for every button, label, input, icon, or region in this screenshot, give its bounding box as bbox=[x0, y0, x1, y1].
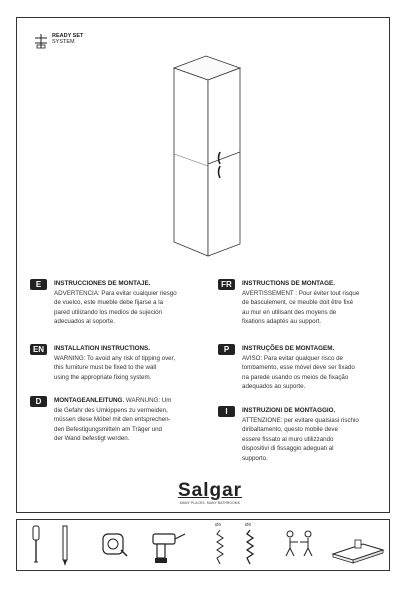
screwdriver-icon bbox=[29, 520, 43, 570]
title-fr: INSTRUCTIONS DE MONTAGE. bbox=[242, 280, 335, 287]
drill-bit-5-label: Ø5 bbox=[215, 522, 222, 527]
section-it bbox=[218, 406, 383, 464]
section-pt bbox=[218, 344, 383, 392]
line-es-2: de vuelco, este mueble debe fijarse a la bbox=[54, 299, 164, 307]
title-en: INSTALLATION INSTRUCTIONS. bbox=[54, 345, 150, 352]
title-pt: INSTRUÇÕES DE MONTAGEM. bbox=[242, 345, 335, 352]
section-en bbox=[30, 344, 195, 382]
line-es-1: ADVERTENCIA: Para evitar cualquier riesgo bbox=[54, 289, 177, 297]
pencil-icon bbox=[59, 520, 71, 570]
line-de-1: die Gefahr des Umkippens zu vermeiden, bbox=[54, 406, 168, 414]
salgar-logo bbox=[160, 480, 260, 505]
line-pt-4: adequados ao suporte. bbox=[242, 383, 306, 391]
badge-pt: P bbox=[218, 344, 235, 355]
section-fr bbox=[218, 279, 383, 327]
line-it-3: essere fissato al muro utilizzando bbox=[242, 435, 334, 443]
line-it-2: diribaltamento, questo mobile deve bbox=[242, 426, 338, 434]
two-people-icon bbox=[281, 520, 317, 570]
title-es: INSTRUCCIONES DE MONTAJE. bbox=[54, 280, 151, 287]
level-board-icon bbox=[329, 520, 385, 570]
badge-fr: FR bbox=[218, 279, 235, 290]
line-it-1: ATTENZIONE: per evitare qualsiasi rischio bbox=[242, 416, 359, 424]
line-it-5: supporto. bbox=[242, 454, 268, 462]
line-de-4: der Wand befestigt werden. bbox=[54, 435, 130, 443]
drill-bit-8-label: Ø8 bbox=[245, 522, 252, 527]
logo-tagline: MANY PLACES. MANY BATHROOMS bbox=[179, 501, 241, 505]
line-fr-3: au mur en utilisant des moyens de bbox=[242, 308, 337, 316]
line-fr-1: AVERTISSEMENT : Pour éviter tout risque bbox=[242, 289, 360, 297]
line-en-1: WARNING: To avoid any risk of tipping over, bbox=[54, 354, 176, 362]
line-pt-3: na parede usando os meios de fixação bbox=[242, 373, 349, 381]
badge-de: D bbox=[30, 396, 47, 407]
logo-wordmark: Salgar bbox=[177, 480, 243, 501]
tools-strip bbox=[16, 519, 390, 571]
drill-bit-5-icon bbox=[213, 520, 227, 570]
title-de: MONTAGEANLEITUNG. bbox=[54, 397, 125, 404]
line-fr-4: fixations adaptés au support. bbox=[242, 318, 322, 326]
line-de-2: müssen diese Möbel mit den entsprechen- bbox=[54, 416, 171, 424]
ready-set-line1: READY SET bbox=[52, 33, 84, 39]
ready-set-line2: SYSTEM bbox=[52, 39, 75, 45]
title-de-suffix: WARNUNG: Um bbox=[124, 397, 172, 404]
line-en-2: this furniture must be fixed to the wall bbox=[54, 364, 157, 372]
ready-set-label bbox=[52, 33, 83, 45]
line-pt-1: AVISO: Para evitar qualquer risco de bbox=[242, 354, 343, 362]
section-de bbox=[30, 396, 195, 444]
line-es-4: adecuados al soporte. bbox=[54, 318, 115, 326]
line-de-3: den Befestigungsmitteln am Träger und bbox=[54, 425, 162, 433]
badge-en: EN bbox=[30, 344, 47, 355]
drill-bit-8-icon bbox=[243, 520, 257, 570]
drill-icon bbox=[147, 520, 187, 570]
line-en-3: using the appropriate fixing system. bbox=[54, 373, 152, 381]
badge-es: E bbox=[30, 279, 47, 290]
ready-set-icon bbox=[34, 33, 48, 49]
section-es bbox=[30, 279, 195, 327]
title-it: INSTRUZIONI DE MONTAGGIO. bbox=[242, 407, 336, 414]
line-it-4: dispositivi di fissaggio adeguati al bbox=[242, 445, 334, 453]
badge-it: I bbox=[218, 406, 235, 417]
line-fr-2: de basculement, ce meuble doit être fixé bbox=[242, 299, 354, 307]
tape-measure-icon bbox=[99, 520, 129, 570]
cabinet-illustration bbox=[160, 50, 260, 262]
line-es-3: pared utilizando los medios de sujeción bbox=[54, 308, 163, 316]
line-pt-2: tombamento, esse móvel deve ser fixado bbox=[242, 364, 355, 372]
